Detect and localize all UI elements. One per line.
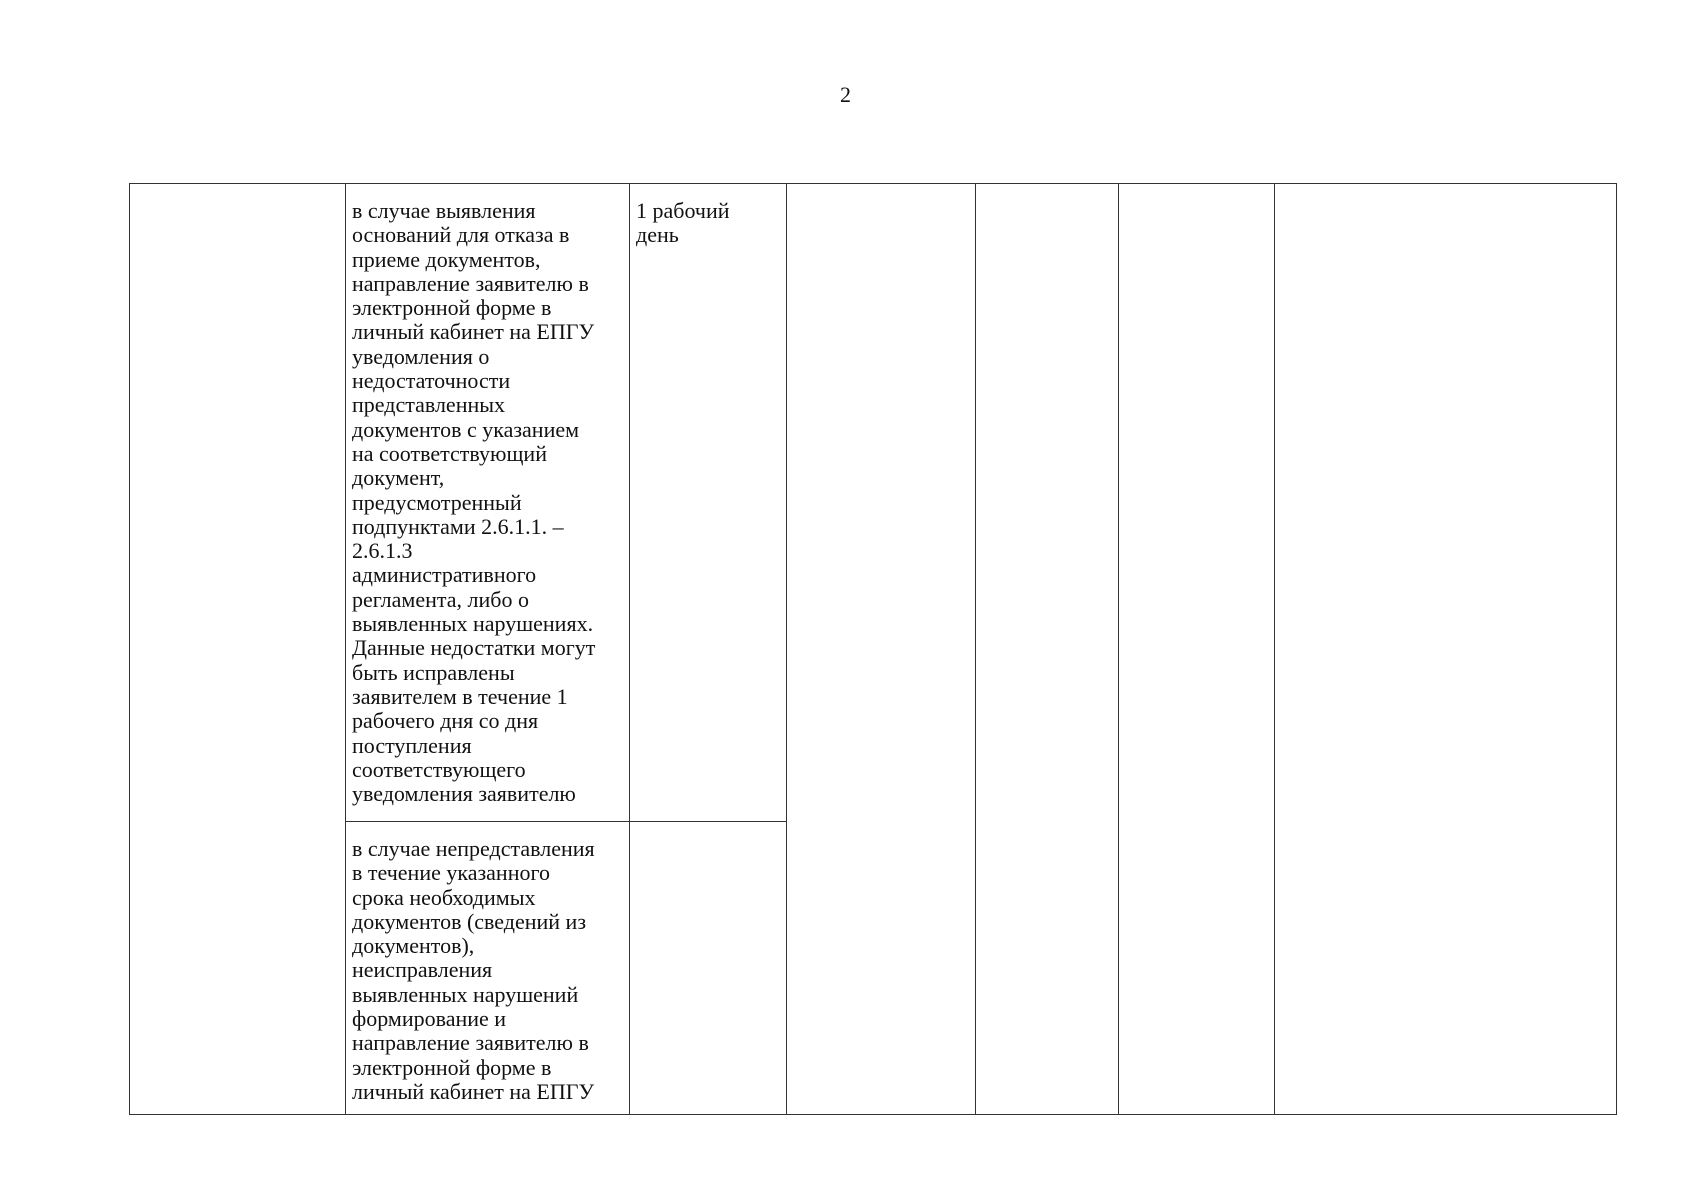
condition-cell: в случае непредставления в течение указанного срока необходимых документов (сведений из документов), неисправления выявленных нарушений формирование и направление заявителю в электронной форме в личный кабинет на ЕПГУ <box>346 822 630 1115</box>
procedure-table <box>129 183 1617 1115</box>
condition-cell: в случае выявления оснований для отказа в приеме документов, направление заявителю в электронной форме в личный кабинет на ЕПГУ уведомления о недостаточности представленных документов с указанием на соответствующий документ, предусмотренный подпунктами 2.6.1.1. – 2.6.1.3 административного регламента, либо о выявленных нарушениях. Данные недостатки могут быть исправлены заявителем в течение 1 рабочего дня со дня поступления соответствующего уведомления заявителю <box>346 184 630 822</box>
empty-cell-col1 <box>130 184 346 1115</box>
term-cell <box>630 822 787 1115</box>
empty-cell-col7 <box>1275 184 1617 1115</box>
table-row <box>130 184 1617 822</box>
empty-cell-col5 <box>976 184 1119 1115</box>
page-number: 2 <box>840 82 851 107</box>
empty-cell-col4 <box>787 184 976 1115</box>
empty-cell-col6 <box>1119 184 1275 1115</box>
term-cell: 1 рабочий день <box>630 184 787 822</box>
